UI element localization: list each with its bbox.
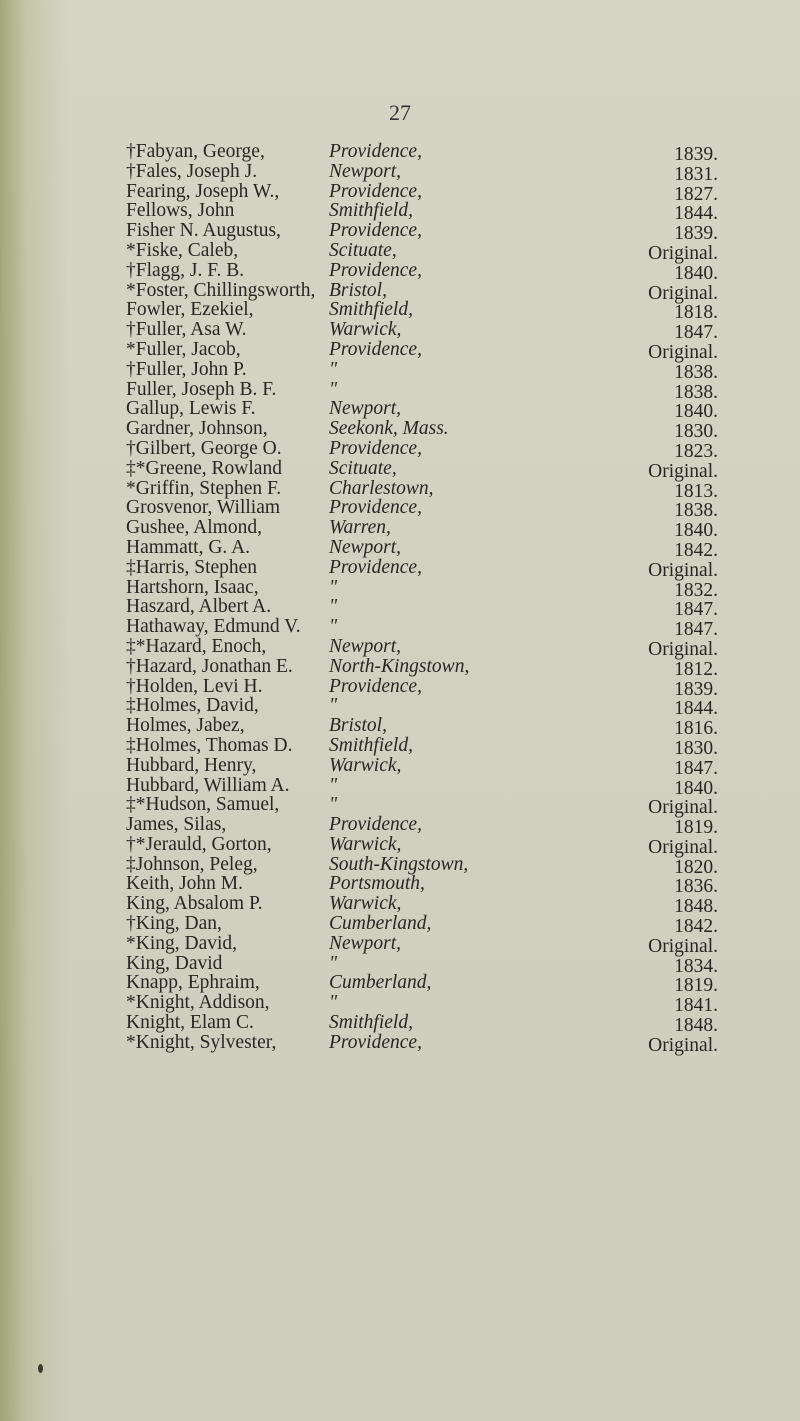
ink-speck — [38, 1364, 43, 1373]
member-year: 1839. — [674, 678, 718, 700]
member-year: 1847. — [674, 599, 718, 621]
member-place: " — [329, 952, 338, 974]
list-item — [0, 1031, 800, 1056]
member-name: Hubbard, William A. — [126, 774, 290, 796]
list-item — [0, 477, 800, 502]
list-item — [0, 200, 800, 225]
member-year: 1813. — [674, 480, 718, 502]
member-name: *Fuller, Jacob, — [126, 338, 241, 360]
member-place: Warren, — [329, 517, 391, 539]
member-place: North-Kingstown, — [329, 655, 470, 677]
member-place: Smithfield, — [329, 200, 413, 222]
member-year: Original. — [648, 1034, 718, 1056]
member-year: 1840. — [674, 520, 718, 542]
member-place: Providence, — [329, 220, 422, 242]
list-item — [0, 675, 800, 700]
member-place: " — [329, 596, 338, 618]
member-name: †Fuller, John P. — [126, 358, 247, 380]
member-year: Original. — [648, 638, 718, 660]
member-place: Providence, — [329, 259, 422, 281]
member-name: *King, David, — [126, 932, 238, 954]
member-name: †Flagg, J. F. B. — [126, 259, 245, 281]
list-item — [0, 437, 800, 462]
member-place: Smithfield, — [329, 299, 413, 321]
member-name: †*Jerauld, Gorton, — [126, 833, 272, 855]
list-item — [0, 715, 800, 740]
member-year: 1844. — [674, 203, 718, 225]
member-year: 1816. — [674, 718, 718, 740]
member-name: *Knight, Addison, — [126, 992, 270, 1014]
member-place: Providence, — [329, 141, 422, 162]
member-name: Haszard, Albert A. — [126, 596, 272, 618]
member-year: 1844. — [674, 698, 718, 720]
member-place: Cumberland, — [329, 972, 432, 994]
member-name: ‡*Greene, Rowland — [126, 457, 282, 479]
member-place: Newport, — [329, 398, 402, 420]
member-name: King, David — [126, 952, 223, 974]
list-item — [0, 259, 800, 284]
member-place: Providence, — [329, 814, 422, 836]
member-place: Providence, — [329, 338, 422, 360]
member-name: Gardner, Johnson, — [126, 418, 268, 440]
member-year: 1830. — [674, 421, 718, 443]
member-place: Seekonk, Mass. — [329, 418, 449, 440]
member-place: " — [329, 794, 338, 816]
member-place: Cumberland, — [329, 913, 432, 935]
member-name: King, Absalom P. — [126, 893, 263, 915]
list-item — [0, 299, 800, 324]
member-year: 1847. — [674, 322, 718, 344]
list-item — [0, 1012, 800, 1037]
member-year: Original. — [648, 341, 718, 363]
list-item — [0, 398, 800, 423]
member-year: Original. — [648, 242, 718, 264]
member-year: Original. — [648, 559, 718, 581]
member-place: Smithfield, — [329, 734, 413, 756]
member-name: *Griffin, Stephen F. — [126, 477, 282, 499]
member-place: " — [329, 378, 338, 400]
list-item — [0, 576, 800, 601]
member-name: †Fales, Joseph J. — [126, 160, 258, 182]
list-item — [0, 141, 800, 165]
member-name: ‡*Hudson, Samuel, — [126, 794, 280, 816]
member-name: ‡Harris, Stephen — [126, 556, 258, 578]
member-year: 1838. — [674, 381, 718, 403]
member-name: Fearing, Joseph W., — [126, 180, 280, 202]
member-name: Fisher N. Augustus, — [126, 220, 281, 242]
list-item — [0, 358, 800, 383]
member-year: 1827. — [674, 183, 718, 205]
member-place: Warwick, — [329, 833, 402, 855]
member-place: Providence, — [329, 497, 422, 519]
list-item — [0, 814, 800, 839]
list-item — [0, 853, 800, 878]
member-place: Providence, — [329, 180, 422, 202]
member-name: ‡Johnson, Peleg, — [126, 853, 258, 875]
list-item — [0, 378, 800, 403]
member-place: Portsmouth, — [329, 873, 425, 895]
member-name: Holmes, Jabez, — [126, 715, 245, 737]
member-name: Grosvenor, William — [126, 497, 281, 519]
member-place: Newport, — [329, 536, 402, 558]
member-name: †Fuller, Asa W. — [126, 319, 247, 341]
member-place: Providence, — [329, 1031, 422, 1053]
list-item — [0, 220, 800, 245]
member-place: Scituate, — [329, 239, 397, 261]
member-place: Newport, — [329, 932, 402, 954]
member-year: 1836. — [674, 876, 718, 898]
member-year: 1812. — [674, 658, 718, 680]
list-item — [0, 932, 800, 957]
member-name: Hartshorn, Isaac, — [126, 576, 259, 598]
member-name: Knight, Elam C. — [126, 1012, 254, 1034]
member-year: 1840. — [674, 262, 718, 284]
member-name: ‡Holmes, Thomas D. — [126, 734, 293, 756]
member-name: Fuller, Joseph B. F. — [126, 378, 277, 400]
page-number: 27 — [389, 100, 411, 125]
list-item — [0, 913, 800, 938]
member-year: 1840. — [674, 777, 718, 799]
list-item — [0, 893, 800, 918]
member-year: 1823. — [674, 440, 718, 462]
list-item — [0, 972, 800, 997]
member-name: Fowler, Ezekiel, — [126, 299, 254, 321]
list-item — [0, 635, 800, 660]
list-item — [0, 319, 800, 344]
member-name: ‡*Hazard, Enoch, — [126, 635, 267, 657]
member-place: " — [329, 576, 338, 598]
member-place: South-Kingstown, — [329, 853, 469, 875]
list-item — [0, 338, 800, 363]
member-name: *Knight, Sylvester, — [126, 1031, 277, 1053]
member-place: " — [329, 358, 338, 380]
member-year: 1839. — [674, 144, 718, 165]
list-item — [0, 992, 800, 1017]
list-item — [0, 517, 800, 542]
member-list — [0, 141, 800, 1056]
member-place: Providence, — [329, 437, 422, 459]
member-place: Providence, — [329, 675, 422, 697]
member-year: 1820. — [674, 856, 718, 878]
list-item — [0, 695, 800, 720]
member-place: Warwick, — [329, 319, 402, 341]
member-place: Bristol, — [329, 715, 387, 737]
list-item — [0, 655, 800, 680]
member-year: 1841. — [674, 995, 718, 1017]
list-item — [0, 418, 800, 443]
member-year: 1848. — [674, 896, 718, 918]
member-year: 1838. — [674, 361, 718, 383]
list-item — [0, 952, 800, 977]
member-name: *Foster, Chillingsworth, — [126, 279, 316, 301]
list-item — [0, 457, 800, 482]
member-name: Gallup, Lewis F. — [126, 398, 256, 420]
member-name: Keith, John M. — [126, 873, 243, 895]
list-item — [0, 596, 800, 621]
member-place: Warwick, — [329, 893, 402, 915]
member-place: Warwick, — [329, 754, 402, 776]
member-place: Bristol, — [329, 279, 387, 301]
member-place: Newport, — [329, 160, 402, 182]
member-year: 1819. — [674, 817, 718, 839]
list-item — [0, 239, 800, 264]
member-year: 1830. — [674, 737, 718, 759]
member-year: 1838. — [674, 500, 718, 522]
member-year: 1847. — [674, 619, 718, 641]
list-item — [0, 873, 800, 898]
member-year: Original. — [648, 935, 718, 957]
list-item — [0, 794, 800, 819]
member-year: Original. — [648, 282, 718, 304]
member-name: James, Silas, — [126, 814, 227, 836]
list-item — [0, 774, 800, 799]
member-name: Gushee, Almond, — [126, 517, 262, 539]
member-name: †Holden, Levi H. — [126, 675, 263, 697]
member-name: Knapp, Ephraim, — [126, 972, 260, 994]
member-year: 1834. — [674, 955, 718, 977]
member-year: 1831. — [674, 163, 718, 185]
member-year: 1840. — [674, 401, 718, 423]
list-item — [0, 754, 800, 779]
member-name: †King, Dan, — [126, 913, 222, 935]
member-name: †Hazard, Jonathan E. — [126, 655, 293, 677]
member-year: 1832. — [674, 579, 718, 601]
member-name: †Fabyan, George, — [126, 141, 265, 162]
member-year: Original. — [648, 836, 718, 858]
member-name: Fellows, John — [126, 200, 235, 222]
member-name: †Gilbert, George O. — [126, 437, 282, 459]
member-place: Smithfield, — [329, 1012, 413, 1034]
list-item — [0, 616, 800, 641]
member-year: 1847. — [674, 757, 718, 779]
member-year: 1848. — [674, 1015, 718, 1037]
member-name: ‡Holmes, David, — [126, 695, 259, 717]
member-place: Newport, — [329, 635, 402, 657]
member-year: 1839. — [674, 223, 718, 245]
list-item — [0, 556, 800, 581]
member-name: Hathaway, Edmund V. — [126, 616, 301, 638]
member-place: Providence, — [329, 556, 422, 578]
member-name: Hammatt, G. A. — [126, 536, 251, 558]
list-item — [0, 497, 800, 522]
member-year: 1819. — [674, 975, 718, 997]
member-place: " — [329, 992, 338, 1014]
member-place: Charlestown, — [329, 477, 434, 499]
list-item — [0, 180, 800, 205]
member-name: Hubbard, Henry, — [126, 754, 257, 776]
list-item — [0, 734, 800, 759]
list-item — [0, 536, 800, 561]
member-place: Scituate, — [329, 457, 397, 479]
member-year: 1842. — [674, 539, 718, 561]
list-item — [0, 279, 800, 304]
member-year: Original. — [648, 797, 718, 819]
member-name: *Fiske, Caleb, — [126, 239, 239, 261]
member-place: " — [329, 774, 338, 796]
member-year: 1842. — [674, 916, 718, 938]
member-place: " — [329, 616, 338, 638]
member-year: 1818. — [674, 302, 718, 324]
list-item — [0, 160, 800, 185]
member-place: " — [329, 695, 338, 717]
list-item — [0, 833, 800, 858]
member-year: Original. — [648, 460, 718, 482]
